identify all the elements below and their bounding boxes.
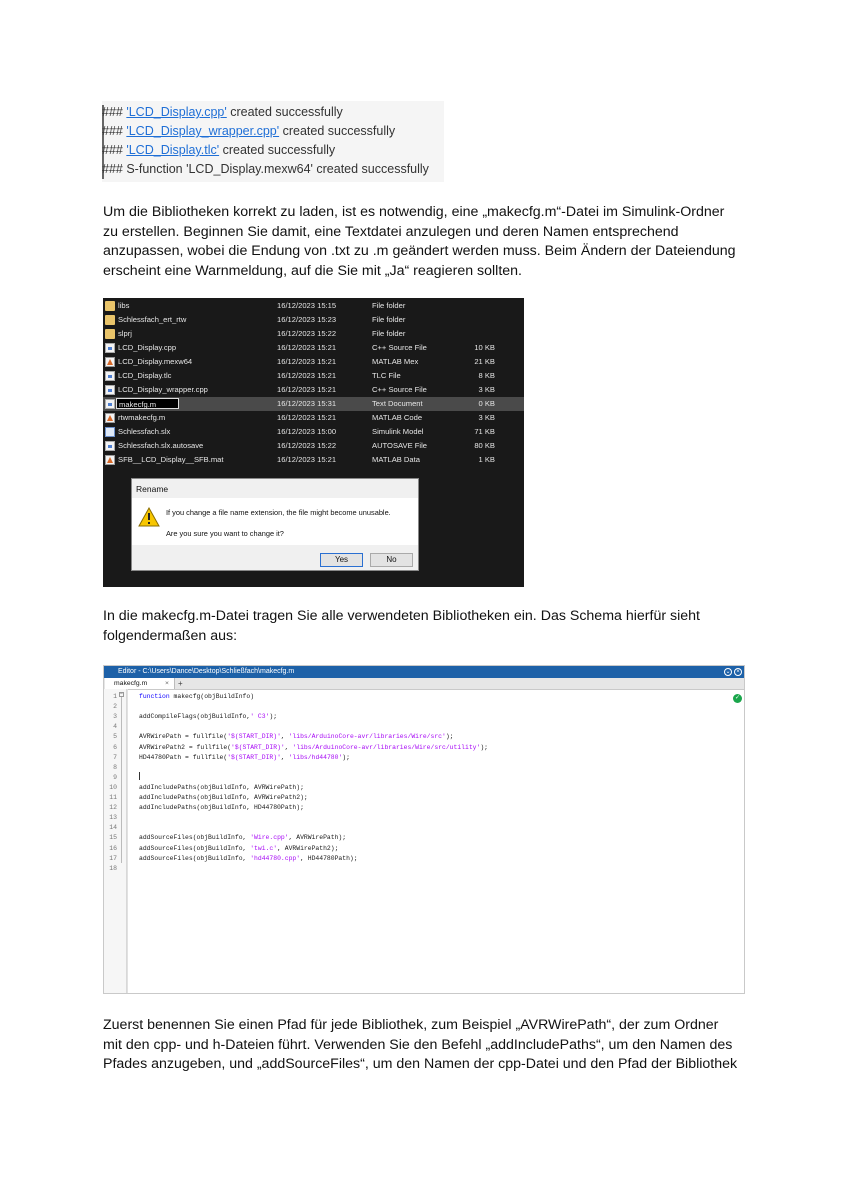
file-icon [105,357,115,367]
paragraph-explanation [103,1016,737,1075]
fold-line [121,697,122,863]
code-text: AVRWirePath2 = fullfile( [139,743,232,751]
line-number: 5 [113,733,117,741]
log-prefix: ### [102,105,127,119]
file-name: LCD_Display.cpp [118,343,177,352]
file-row[interactable] [103,397,524,411]
file-type: File folder [372,329,406,338]
paragraph-line: erscheint eine Warnmeldung, auf die Sie mit „Ja“ reagieren sollten. [103,262,523,279]
line-number: 16 [109,844,117,852]
file-type: TLC File [372,371,401,380]
build-log-snippet [102,101,444,182]
check-icon: ✓ [734,695,741,701]
line-number: 2 [113,703,117,711]
file-row[interactable] [103,341,524,355]
code-string: 'twi.c' [250,844,278,852]
code-text: , [280,753,289,761]
file-size: 21 KB [474,357,495,366]
code-text: HD44780Path = fullfile( [139,753,228,761]
code-text: AVRWirePath = fullfile( [139,733,228,741]
line-number: 11 [109,794,117,801]
editor-title: Editor - C:\Users\Dance\Desktop\Schließfach\makecfg.m [118,668,295,675]
code-text: addCompileFlags(objBuildInfo, [139,713,251,721]
code-column-divider [127,689,128,994]
file-row[interactable] [103,383,524,397]
code-string: 'libs/hd44780' [288,753,343,761]
log-suffix: created successfully [219,143,336,157]
file-row[interactable] [103,453,524,467]
code-line [139,834,346,842]
code-string: '$(START_DIR)' [227,753,281,761]
file-name-edit-field[interactable]: makecfg.m [116,398,179,409]
file-date: 16/12/2023 15:21 [277,371,337,380]
code-text: addIncludePaths(objBuildInfo, AVRWirePath2); [139,794,308,801]
file-icon [105,413,115,423]
code-text: addIncludePaths(objBuildInfo, HD44780Path); [139,804,304,812]
file-row[interactable] [103,327,524,341]
code-text: ); [342,753,350,761]
file-icon [105,343,115,353]
folder-icon [105,329,115,339]
line-number: 1 [113,693,117,700]
file-date: 16/12/2023 15:22 [277,441,337,450]
line-number: 13 [109,814,117,822]
paragraph-makecfg-intro [103,203,736,281]
code-string: 'Wire.cpp' [250,834,289,842]
file-size: 3 KB [478,385,495,394]
code-line [139,733,454,741]
file-date: 16/12/2023 15:22 [277,329,337,338]
file-date: 16/12/2023 15:31 [277,399,337,408]
file-name: LCD_Display_wrapper.cpp [118,385,208,394]
file-date: 16/12/2023 15:00 [277,427,337,436]
paragraph-line: Zuerst benennen Sie einen Pfad für jede Bibliothek, zum Beispiel „AVRWirePath“, der zum Ordner [103,1017,719,1033]
code-string: '$(START_DIR)' [231,743,285,751]
code-text: makecfg(objBuildInfo) [169,693,255,700]
file-icon [105,427,115,437]
log-line [102,141,335,160]
code-line [139,754,350,762]
file-name: libs [118,301,130,310]
dialog-message: If you change a file name extension, the file might become unusable. [166,508,391,517]
file-icon [105,371,115,381]
close-icon[interactable]: × [734,668,742,676]
file-name: LCD_Display.mexw64 [118,357,193,366]
file-name: slprj [118,329,132,338]
file-name: rtwmakecfg.m [118,413,166,422]
paragraph-line: mit den cpp- und h-Dateien führt. Verwenden Sie den Befehl „addIncludePaths“, um den Namen des [103,1036,733,1053]
file-row[interactable] [103,369,524,383]
file-type: C++ Source File [372,385,427,394]
editor-titlebar [104,666,744,678]
line-number: 18 [109,864,117,872]
code-text: , AVRWirePath2); [277,844,339,852]
paragraph-line: Pfades anzugeben, und „addSourceFiles“, um den Namen der cpp-Datei und den Pfad der Bibliothek [103,1056,738,1072]
file-type: MATLAB Code [372,413,423,422]
file-name: Schlessfach.slx [118,427,171,436]
file-size: 10 KB [474,343,495,352]
yes-button[interactable]: Yes [320,553,363,567]
code-string: ' C3' [250,713,270,721]
editor-tabbar [104,678,744,690]
paragraph-line: zu erstellen. Beginnen Sie damit, eine Textdatei anzulegen und deren Namen entsprechend [103,223,679,240]
file-row[interactable] [103,425,524,439]
file-type: Simulink Model [372,427,424,436]
log-file-link[interactable]: 'LCD_Display.cpp' [126,105,227,119]
line-number: 3 [113,713,117,721]
line-number: 10 [109,783,117,791]
file-icon [105,455,115,465]
file-date: 16/12/2023 15:21 [277,385,337,394]
tab-label: makecfg.m [114,680,148,687]
file-type: MATLAB Data [372,455,420,464]
code-string: 'libs/ArduinoCore-avr/libraries/Wire/src/utility' [292,743,481,751]
log-line [102,103,343,122]
rename-dialog [131,478,419,571]
no-button[interactable]: No [370,553,413,567]
file-size: 80 KB [474,441,495,450]
code-text: , HD44780Path); [300,854,358,862]
code-line [139,794,308,802]
matlab-editor-screenshot [103,665,745,994]
line-number: 17 [109,854,117,862]
line-number: 15 [109,834,117,842]
file-name: Schlessfach_ert_rtw [118,315,187,324]
line-number-gutter [104,689,127,994]
file-type: AUTOSAVE File [372,441,427,450]
file-size: 1 KB [478,455,495,464]
file-row[interactable] [103,355,524,369]
file-type: File folder [372,315,406,324]
paragraph-schema-intro [103,607,700,646]
file-name: Schlessfach.slx.autosave [118,441,204,450]
file-date: 16/12/2023 15:21 [277,413,337,422]
file-row[interactable] [103,313,524,327]
file-type: MATLAB Mex [372,357,419,366]
folder-icon [105,301,115,311]
dialog-title: Rename [136,484,169,494]
file-icon [105,441,115,451]
file-size: 71 KB [474,427,495,436]
code-line [139,784,304,792]
file-type: File folder [372,301,406,310]
dialog-body [132,498,418,545]
log-file-link[interactable]: 'LCD_Display.tlc' [126,143,220,157]
code-text: ); [269,713,278,721]
file-size: 3 KB [478,413,495,422]
log-line [102,160,429,179]
tab-makecfg[interactable] [105,678,175,689]
paragraph-line: folgendermaßen aus: [103,627,238,644]
line-number: 8 [113,763,117,771]
paragraph-line: anzupassen, wobei die Endung von .txt zu .m geändert werden muss. Beim Ändern der Dateiendung [103,243,736,259]
fold-toggle-icon[interactable]: − [120,691,123,697]
paragraph-line: In die makecfg.m-Datei tragen Sie alle verwendeten Bibliotheken ein. Das Schema hierfür sieht [103,608,700,624]
code-line [139,855,358,863]
file-date: 16/12/2023 15:21 [277,455,337,464]
code-text: addIncludePaths(objBuildInfo, AVRWirePath); [139,783,304,791]
file-explorer-screenshot [103,298,524,587]
code-keyword: function [139,693,170,700]
code-string: 'libs/ArduinoCore-avr/libraries/Wire/src' [288,733,446,741]
log-file-link[interactable]: 'LCD_Display_wrapper.cpp' [126,124,280,138]
text-cursor [139,772,140,780]
log-prefix: ### [102,143,127,157]
code-text: , [284,743,293,751]
code-string: 'hd44780.cpp' [250,854,301,862]
code-text: addSourceFiles(objBuildInfo, [139,844,251,852]
dialog-question: Are you sure you want to change it? [166,529,284,538]
log-prefix: ### [102,124,127,138]
log-line [102,122,395,141]
file-type: C++ Source File [372,343,427,352]
code-text: addSourceFiles(objBuildInfo, [139,854,251,862]
line-number: 6 [113,743,117,751]
log-suffix: created successfully [226,105,343,119]
code-line [139,804,304,812]
code-text: addSourceFiles(objBuildInfo, [139,834,251,842]
tab-close-icon[interactable]: × [165,680,169,687]
line-number: 7 [113,753,117,761]
line-number: 14 [109,824,117,832]
paragraph-line: Um die Bibliotheken korrekt zu laden, ist es notwendig, eine „makecfg.m“-Datei im Simulink-Ordner [103,204,725,220]
code-text: , AVRWirePath); [288,834,347,842]
file-date: 16/12/2023 15:23 [277,315,337,324]
file-date: 16/12/2023 15:21 [277,357,337,366]
warning-icon [138,507,160,527]
code-line [139,693,254,701]
file-size: 0 KB [478,399,495,408]
code-line [139,713,277,721]
folder-icon [105,315,115,325]
file-icon [105,399,115,409]
code-text: ); [445,733,454,741]
code-line [139,744,488,752]
file-row[interactable] [103,439,524,453]
file-name: SFB__LCD_Display__SFB.mat [118,455,224,464]
line-number: 9 [113,773,117,781]
log-prefix: ### [102,162,127,176]
code-string: '$(START_DIR)' [227,733,281,741]
file-row[interactable] [103,299,524,313]
line-number: 4 [113,723,117,731]
file-date: 16/12/2023 15:21 [277,343,337,352]
file-icon [105,385,115,395]
code-line [139,845,338,853]
add-tab-button[interactable]: + [178,679,183,688]
log-suffix: created successfully [279,124,396,138]
chevron-down-icon[interactable]: ⌄ [725,669,731,675]
file-name: LCD_Display.tlc [118,371,172,380]
file-date: 16/12/2023 15:15 [277,301,337,310]
code-text: , [280,733,289,741]
file-size: 8 KB [478,371,495,380]
line-number: 12 [109,804,117,812]
log-suffix: S-function 'LCD_Display.mexw64' created successfully [126,162,429,176]
code-text: ); [480,743,489,751]
file-type: Text Document [372,399,423,408]
file-row[interactable] [103,411,524,425]
